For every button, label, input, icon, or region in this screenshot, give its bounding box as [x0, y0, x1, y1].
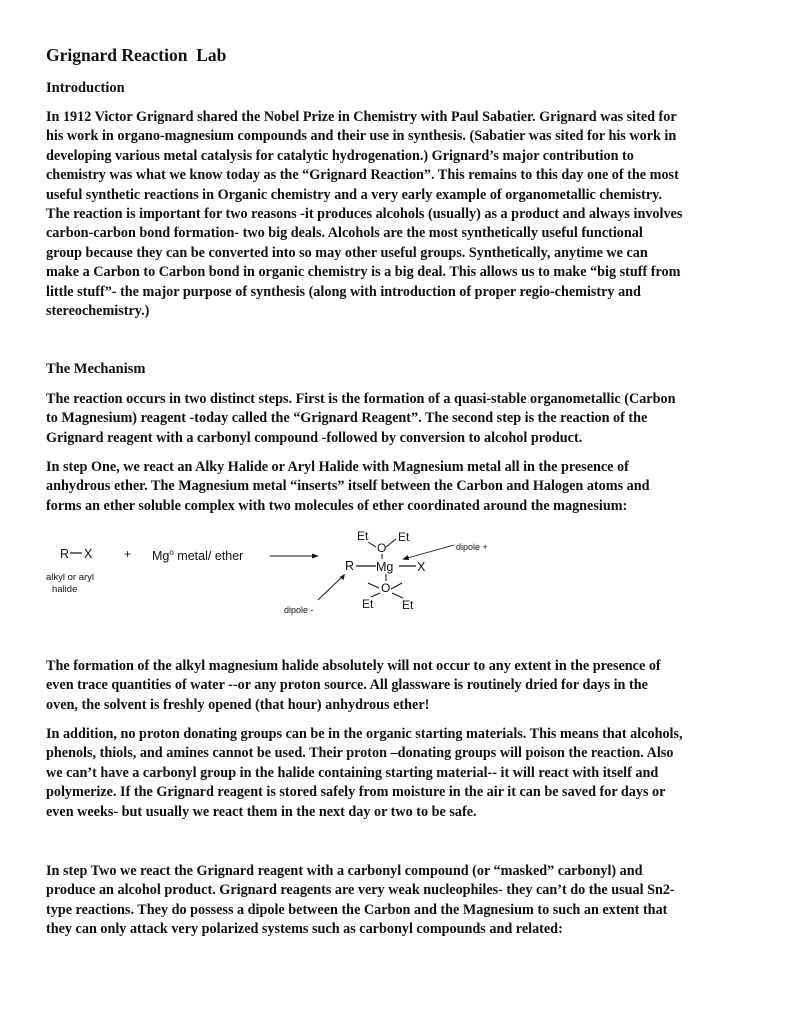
text-line: stereochemistry.) — [46, 303, 150, 320]
text-line: Grignard reagent with a carbonyl compound -followed by conversion to alcohol product. — [46, 429, 583, 446]
text-line: In step Two we react the Grignard reagent with a carbonyl compound (or “masked” carbonyl) and — [46, 863, 643, 879]
reactant-x: X — [84, 547, 93, 561]
bond — [368, 583, 379, 588]
mg-symbol: Mg — [152, 549, 170, 563]
text-line: polymerize. If the Grignard reagent is stored safely from moisture in the air it can be saved for days or — [46, 784, 666, 801]
text-line: In 1912 Victor Grignard shared the Nobel Prize in Chemistry with Paul Sabatier. Grignard was sited for — [46, 109, 677, 125]
magnesium-atom: Mg — [376, 560, 394, 574]
text-line: phenols, thiols, and amines cannot be used. Their proton –donating groups will poison the reaction. Also — [46, 745, 674, 762]
alkyl-r: R — [345, 559, 355, 573]
text-line: type reactions. They do possess a dipole between the Carbon and the Magnesium to such an extent that — [46, 901, 668, 918]
text-line: little stuff”- the major purpose of synthesis (along with introduction of proper regio-chemistry and — [46, 283, 641, 300]
oxygen-atom: O — [381, 581, 391, 595]
dipole-minus-label: dipole - — [284, 605, 314, 615]
text-line: In step One, we react an Alky Halide or Aryl Halide with Magnesium metal all in the presence of — [46, 459, 629, 475]
mechanism-heading: The Mechanism — [46, 361, 146, 377]
ethyl-group: Et — [398, 530, 410, 544]
mechanism-paragraph-4 — [46, 725, 751, 822]
arrow-head-icon — [312, 554, 319, 559]
mg-metal-reagent — [152, 548, 243, 563]
text-line: In addition, no proton donating groups can be in the organic starting materials. This means that alcohols, — [46, 726, 683, 742]
mechanism-paragraph-1 — [46, 390, 751, 448]
metal-ether-label: metal/ ether — [173, 549, 244, 563]
text-line: we can’t have a carbonyl group in the halide containing starting material-- it will react with itself and — [46, 764, 659, 781]
text-line: chemistry was what we know today as the “Grignard Reaction”. This remains to this day one of the most — [46, 167, 679, 184]
grignard-reagent-diagram — [46, 520, 751, 625]
reactant-r: R — [60, 547, 70, 561]
degree-mark: o — [169, 548, 174, 557]
text-line: anhydrous ether. The Magnesium metal “inserts” itself between the Carbon and Halogen atoms and — [46, 478, 650, 495]
bond — [368, 542, 376, 547]
text-line: oven, the solvent is freshly opened (that hour) anhydrous ether! — [46, 696, 430, 713]
text-line: carbon-carbon bond formation- two big deals. Alcohols are the most synthetically useful functional — [46, 225, 643, 242]
text-line: The reaction occurs in two distinct steps. First is the formation of a quasi-stable organometallic (Carbon — [46, 391, 676, 407]
ethyl-group: Et — [362, 597, 374, 611]
dipole-plus-arrow — [404, 545, 454, 559]
text-line: forms an ether soluble complex with two molecules of ether coordinated around the magnesium: — [46, 497, 628, 514]
text-line: useful synthetic reactions in Organic chemistry and a very early example of organometallic chemistry. — [46, 186, 663, 203]
introduction-paragraph — [46, 108, 751, 321]
halogen-x: X — [417, 560, 426, 574]
bond — [386, 539, 396, 547]
reactant-label: halide — [52, 584, 78, 595]
oxygen-atom: O — [377, 541, 387, 555]
text-line: his work in organo-magnesium compounds and their use in synthesis. (Sabatier was sited for his work in — [46, 128, 677, 145]
dipole-plus-label: dipole + — [456, 542, 488, 552]
text-line: group because they can be converted into so may other useful groups. Synthetically, anytime we can — [46, 244, 648, 261]
text-line: even trace quantities of water --or any proton source. All glassware is routinely dried for days in the — [46, 677, 648, 694]
text-line: produce an alcohol product. Grignard reagents are very weak nucleophiles- they can’t do the usual Sn2- — [46, 882, 675, 899]
text-line: they can only attack very polarized systems such as carbonyl compounds and related: — [46, 921, 563, 938]
introduction-heading: Introduction — [46, 80, 125, 96]
page-title: Grignard Reaction Lab — [46, 45, 227, 65]
mechanism-paragraph-2 — [46, 458, 751, 516]
text-line: The formation of the alkyl magnesium halide absolutely will not occur to any extent in the presence of — [46, 658, 661, 674]
text-line: make a Carbon to Carbon bond in organic chemistry is a big deal. This allows us to make “big stuff from — [46, 264, 681, 281]
text-line: to Magnesium) reagent -today called the “Grignard Reagent”. The second step is the reaction of the — [46, 410, 648, 427]
bond — [391, 583, 402, 589]
dipole-minus-arrow — [318, 576, 343, 600]
text-line: developing various metal catalysis for catalytic hydrogenation.) Grignard’s major contribution to — [46, 147, 634, 164]
plus-sign: + — [124, 547, 132, 561]
mechanism-paragraph-5 — [46, 862, 751, 940]
text-line: The reaction is important for two reasons -it produces alcohols (usually) as a product and always involves — [46, 206, 683, 223]
reactant-label: alkyl or aryl — [46, 572, 95, 583]
mechanism-paragraph-3 — [46, 657, 751, 715]
arrow-head-icon — [402, 555, 409, 560]
text-line: even weeks- but usually we react them in the next day or two to be safe. — [46, 803, 477, 820]
ethyl-group: Et — [357, 529, 369, 543]
ethyl-group: Et — [402, 598, 414, 612]
